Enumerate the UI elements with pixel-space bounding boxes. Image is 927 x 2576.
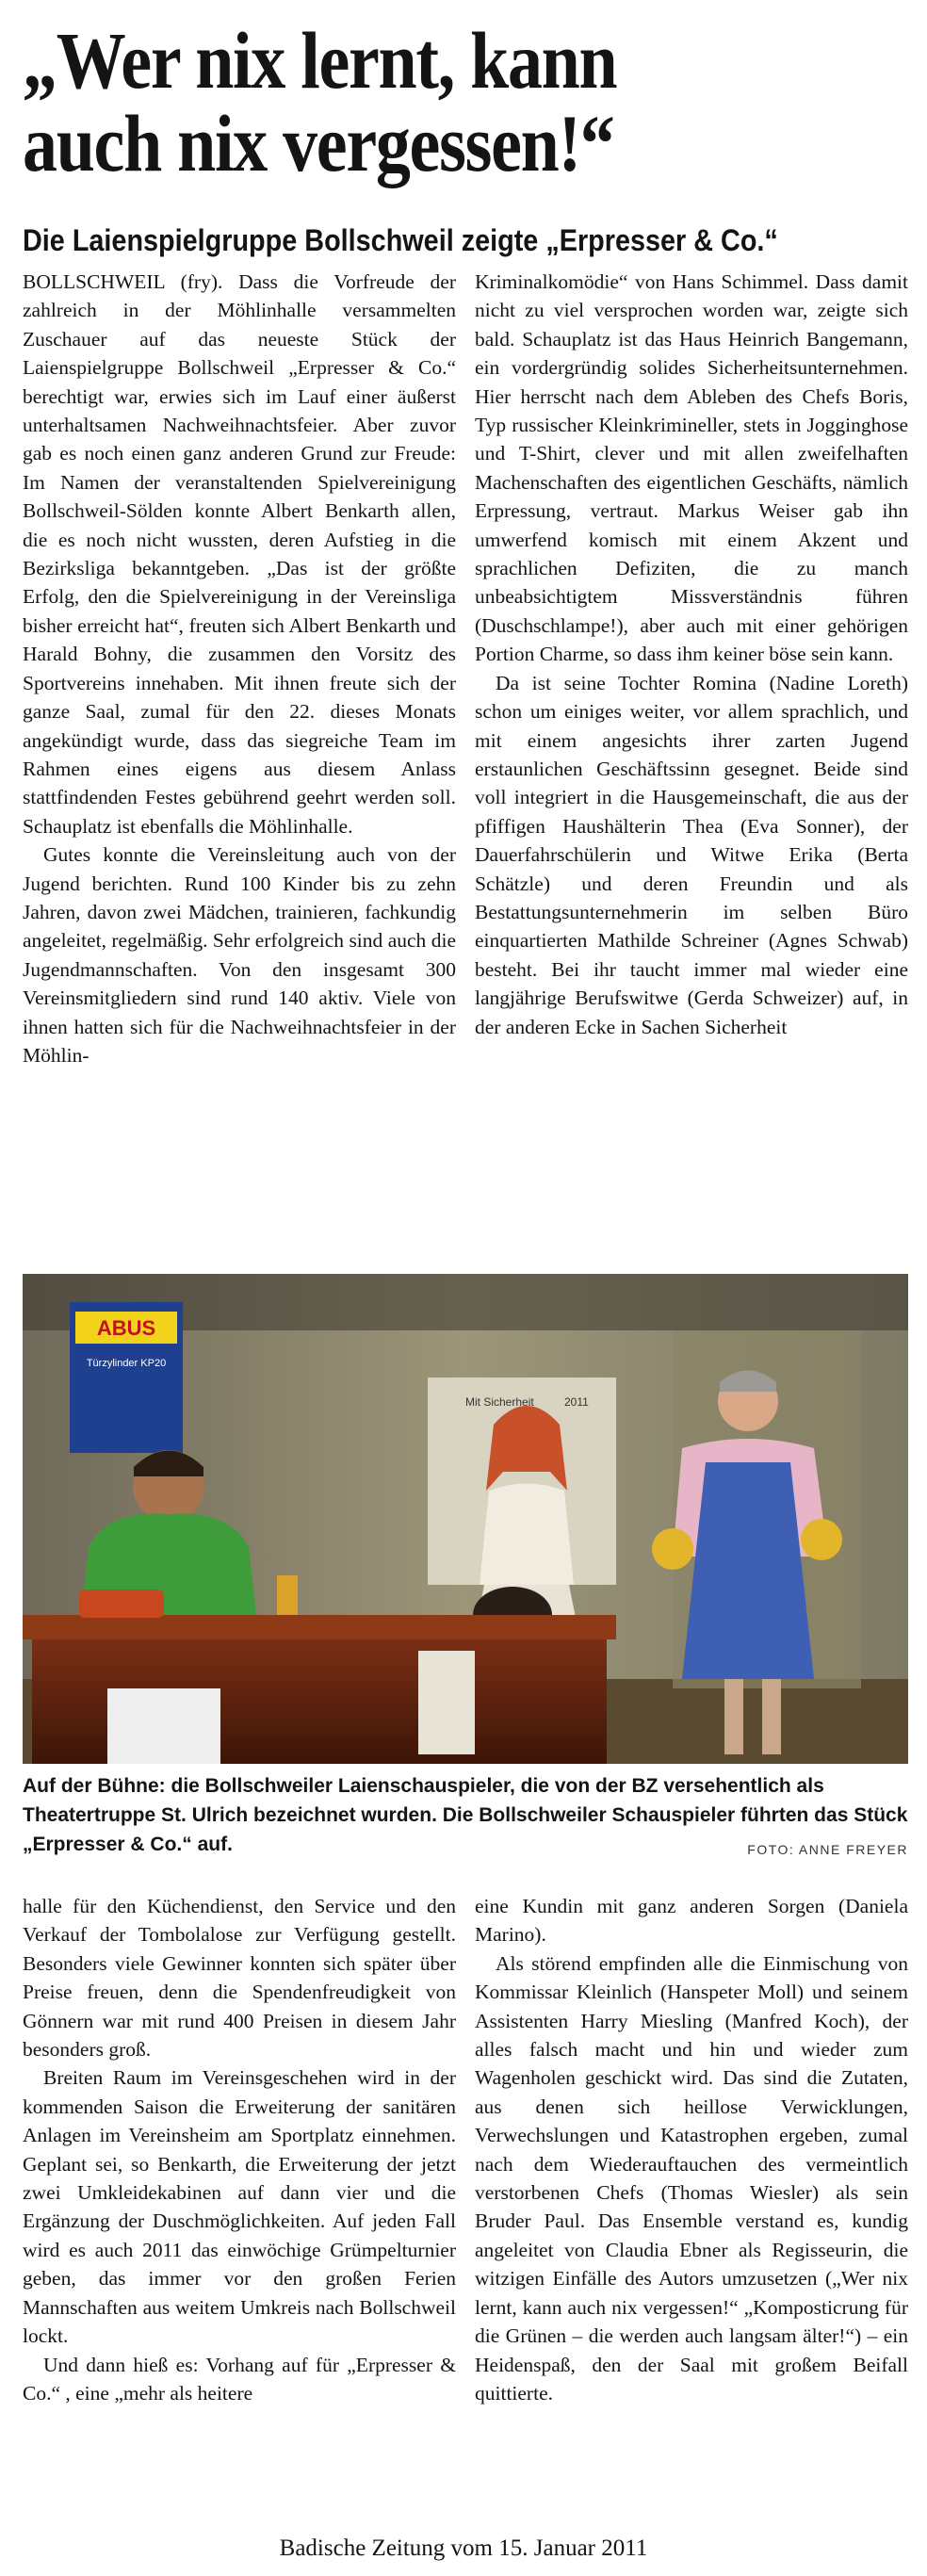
article-body-bottom: [23, 1892, 908, 2504]
poster-text: Mit Sicherheit: [465, 1395, 534, 1409]
article-body-top: [23, 268, 908, 1229]
paragraph: Kriminalkomödie“ von Hans Schimmel. Dass damit nicht zu viel versprochen worden war, zeigte sich bald. Schauplatz ist das Haus Heinrich Bangemann, ein vordergründig solides Sicherheitsunternehmen. Hier herrscht nach dem Ableben des Chefs Boris, Typ russischer Kleinkrimineller, stets in Jogginghose und T-Shirt, clever und mit allen zweifelhaften Machenschaften des eigentlichen Geschäfts, nämlich Erpressung, vertraut. Markus Weiser gab ihn umwerfend komisch mit einem Akzent und sprachlichen Defiziten, die zu manch unbeabsichtigtem Missverständnis führen (Duschschlampe!), aber auch mit einer gehörigen Portion Charme, so dass ihm keiner böse sein kann.: [475, 270, 908, 666]
column-1: [23, 1892, 456, 2504]
column-2: [475, 268, 908, 1229]
paragraph: Als störend empfinden alle die Einmischung von Kommissar Kleinlich (Hanspeter Moll) und seinem Assistenten Harry Miesling (Manfred Koch), der alles falsch macht und hin und wieder zum Wagenholen geschickt wird. Das sind die Zutaten, aus denen sich heillose Verwicklungen, Verwechslungen und Katastrophen ergeben, zumal nach dem Wiederauftauchen des vermeintlich verstorbenen Chefs (Thomas Wiesler) als sein Bruder Paul. Das Ensemble verstand es, kundig angeleitet von Claudia Ebner als Regisseurin, die witzigen Einfälle des Autors umzusetzen („Wer nix lernt, kann auch nix vergessen!“ „Komposticrung für die Grünen – die werden auch langsam älter!“) – ein Heidenspaß, den der Saal mit großem Beifall quittierte.: [475, 1951, 908, 2405]
headline: [23, 15, 784, 188]
paragraph: Da ist seine Tochter Romina (Nadine Loreth) schon um einiges weiter, vor allem sprachlich, und mit einem angesichts ihrer zarten Jugend erstaunlichen Geschäftssinn gesegnet. Beide sind voll integriert in die Hausgemeinschaft, die aus der pfiffigen Haushälterin Thea (Eva Sonner), der Dauerfahrschülerin und Witwe Erika (Berta Schätzle) und deren Freundin und als Bestattungsunternehmerin im selben Büro einquartierten Mathilde Schreiner (Agnes Schwab) besteht. Bei ihr taucht immer mal wieder eine langjährige Berufswitwe (Gerda Schweizer) auf, in der anderen Ecke in Sachen Sicherheit: [475, 671, 908, 1038]
column-1: [23, 268, 456, 1229]
paragraph: BOLLSCHWEIL (fry). Dass die Vorfreude der zahlreich in der Möhlinhalle versammelten Zuschauer auf das neueste Stück der Laienspielgruppe Bollschweil „Erpresser & Co.“ berechtigt war, erwies sich im Lauf einer äußerst unterhaltsamen Nachweihnachtsfeier. Aber zuvor gab es noch einen ganz anderen Grund zur Freude: Im Namen der veranstaltenden Spielvereinigung Bollschweil-Sölden konnte Albert Benkarth allen, die es noch nicht wussten, deren Aufstieg in die Bezirksliga bekanntgeben. „Das ist der größte Erfolg, den die Spielvereinigung in der Vereinsliga bisher erreicht hat“, freuten sich Albert Benkarth und Harald Bohny, die zusammen den Vorsitz des Sportvereins innehaben. Mit ihnen freute sich der ganze Saal, zumal für den 22. dieses Monats angekündigt wurde, dass das siegreiche Team im Rahmen eines eigens aus diesem Anlass stattfindenden Festes gebührend geehrt werden soll. Schauplatz ist ebenfalls die Möhlinhalle.: [23, 270, 456, 838]
stage-photo-illustration: [23, 1274, 908, 1764]
stage-photo: [23, 1274, 908, 1764]
source-footer: Badische Zeitung vom 15. Januar 2011: [279, 2535, 648, 2561]
poster-year: 2011: [564, 1395, 589, 1409]
photo-caption: [23, 1771, 908, 1865]
headline-line-2: auch nix vergessen!“: [23, 98, 614, 188]
photo-credit: FOTO: ANNE FREYER: [747, 1842, 908, 1857]
sign-text: Türzylinder KP20: [86, 1358, 167, 1369]
paragraph: halle für den Küchendienst, den Service und den Verkauf der Tombolalose zur Verfügung gestellt. Besonders viele Gewinner konnten sich später über Preise freuen, denn die Spendenfreudigkeit von Gönnern war mit rund 400 Preisen in diesem Jahr besonders groß.: [23, 1895, 456, 2062]
paragraph: Und dann hieß es: Vorhang auf für „Erpresser & Co.“ , eine „mehr als heitere: [23, 2353, 456, 2405]
column-2: [475, 1892, 908, 2504]
headline-line-1: „Wer nix lernt, kann: [23, 15, 617, 106]
paragraph: eine Kundin mit ganz anderen Sorgen (Daniela Marino).: [475, 1895, 908, 1947]
subheadline: Die Laienspielgruppe Bollschweil zeigte „Erpresser & Co.“: [23, 223, 778, 257]
paragraph: Breiten Raum im Vereinsgeschehen wird in der kommenden Saison die Erweiterung der sanitären Anlagen im Vereinsheim am Sportplatz einnehmen. Geplant sei, so Benkarth, die Erweiterung der jetzt zwei Umkleidekabinen auf dann vier und die Ergänzung der Duschmöglichkeiten. Auf jeden Fall wird es auch 2011 das einwöchige Grümpelturnier geben, das immer vor den großen Ferien Mannschaften aus weitem Umkreis nach Bollschweil lockt.: [23, 2066, 456, 2348]
paragraph: Gutes konnte die Vereinsleitung auch von der Jugend berichten. Rund 100 Kinder bis zu zehn Jahren, davon zwei Mädchen, trainieren, fachkundig angeleitet, regelmäßig. Sehr erfolgreich sind auch die Jugendmannschaften. Von den insgesamt 300 Vereinsmitgliedern sind rund 140 aktiv. Viele von ihnen hatten sich für die Nachweihnachtsfeier in der Möhlin-: [23, 843, 456, 1067]
sign-brand: ABUS: [96, 1316, 156, 1340]
caption-text: Auf der Bühne: die Bollschweiler Laienschauspieler, die von der BZ versehentlich als Theatertruppe St. Ulrich bezeichnet wurden. Die Bollschweiler Schauspieler führten das Stück „Erpresser & Co.“ auf.: [23, 1775, 908, 1855]
